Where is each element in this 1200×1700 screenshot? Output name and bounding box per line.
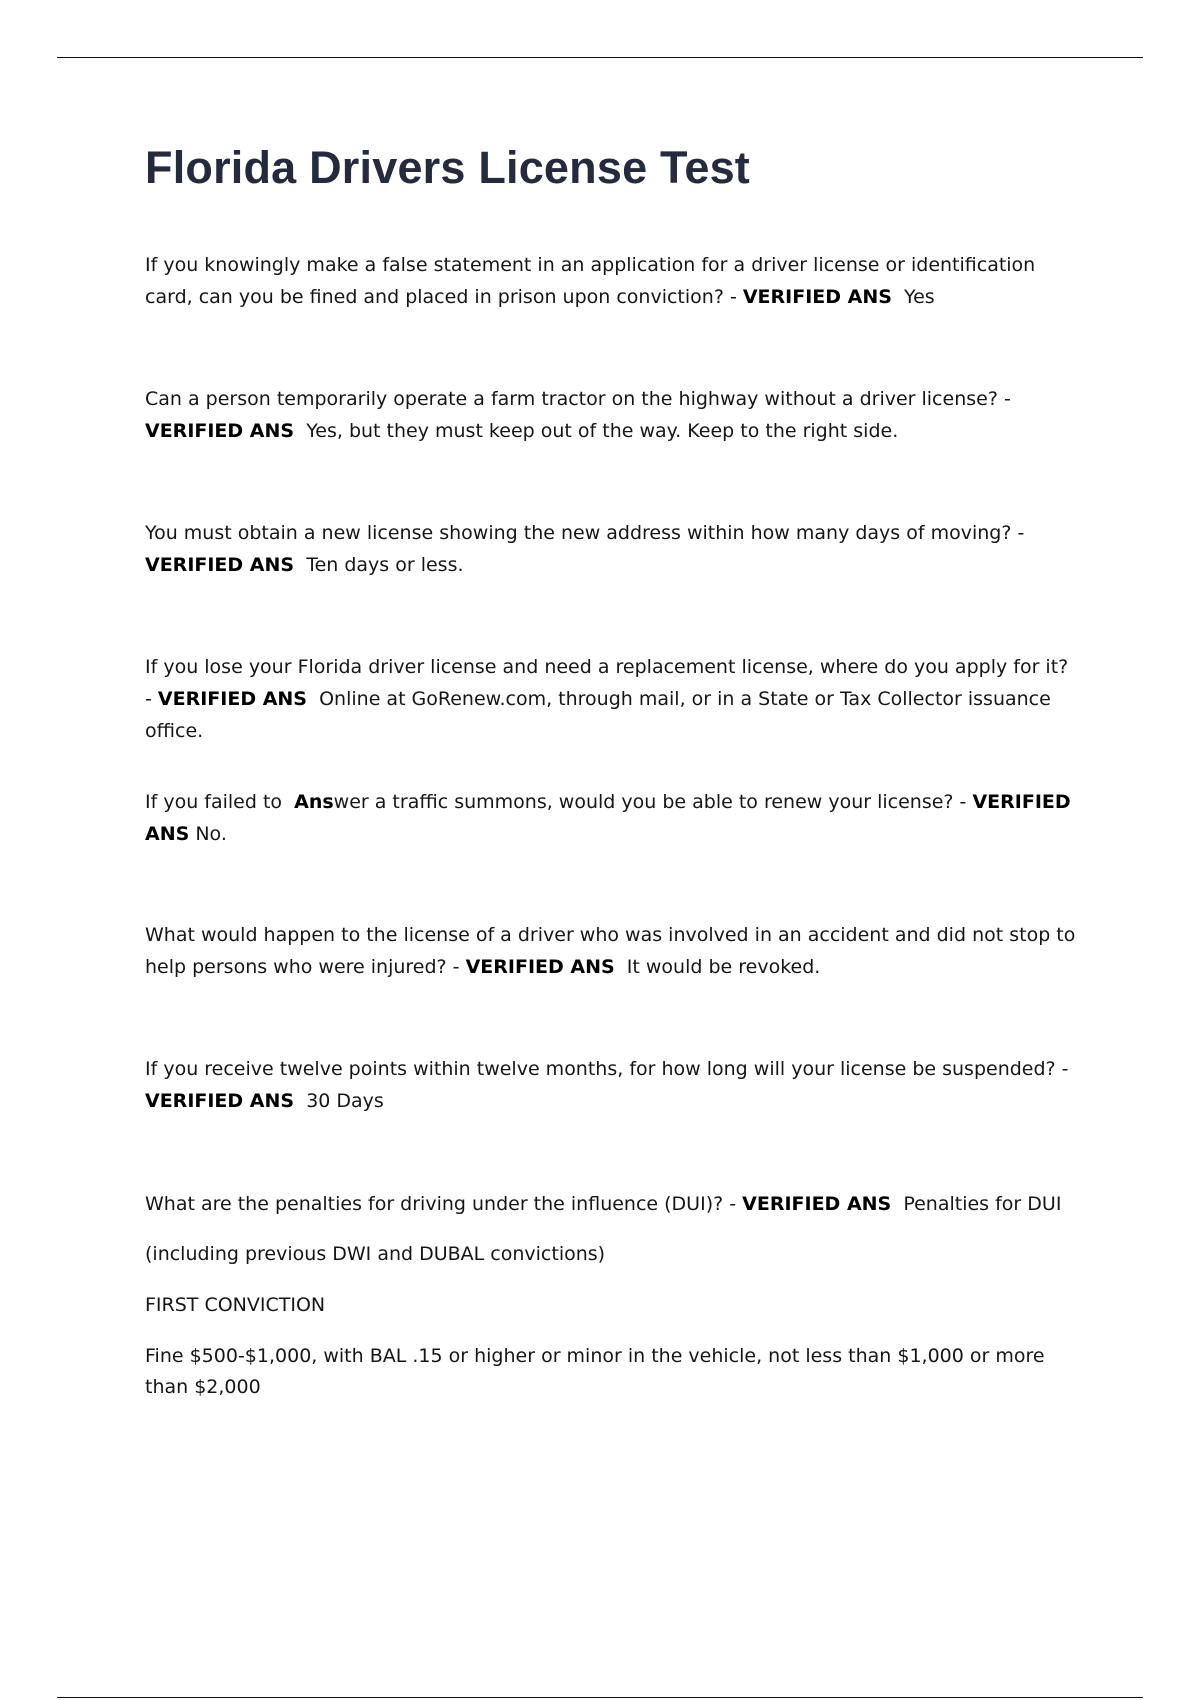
dui-fine-text: Fine $500-$1,000, with BAL .15 or higher or minor in the vehicle, not less than $1,000 or more than $2,000 — [145, 1345, 1045, 1398]
answer-tag: VERIFIED ANS — [742, 286, 892, 308]
answer-text: Yes — [904, 286, 935, 308]
answer-text: Online at GoRenew.com, through mail, or in a State or Tax Collector issuance office. — [145, 688, 1051, 742]
question-text: wer a traffic summons, would you be able to renew your license? - — [333, 791, 973, 813]
dui-note: (including previous DWI and DUBAL convictions) — [145, 1243, 606, 1265]
qa-item-1 — [145, 249, 1080, 313]
answer-text: Yes, but they must keep out of the way. Keep to the right side. — [306, 420, 899, 442]
answer-tag: VERIFIED ANS — [145, 420, 295, 442]
answer-text: No. — [195, 823, 227, 845]
answer-text: Ten days or less. — [306, 554, 464, 576]
qa-item-6 — [145, 919, 1080, 983]
qa-item-3 — [145, 517, 1080, 581]
answer-tag: VERIFIED ANS — [742, 1193, 892, 1215]
question-text: If you knowingly make a false statement in an application for a driver license or identification card, can you be fined and placed in prison upon conviction? - — [145, 254, 1036, 308]
dui-subheading: FIRST CONVICTION — [145, 1294, 326, 1316]
question-text: Can a person temporarily operate a farm tractor on the highway without a driver license? - — [145, 388, 1011, 410]
answer-tag: VERIFIED ANS — [157, 688, 307, 710]
qa-item-8 — [145, 1188, 1080, 1220]
question-text: What would happen to the license of a driver who was involved in an accident and did not stop to help persons who were injured? - — [145, 924, 1076, 978]
question-text: What are the penalties for driving under the influence (DUI)? - — [145, 1193, 743, 1215]
answer-text: It would be revoked. — [626, 956, 821, 978]
qa-item-2 — [145, 383, 1080, 447]
question-text: If you lose your Florida driver license and need a replacement license, where do you apply for it? - — [145, 656, 1069, 710]
top-rule — [57, 57, 1143, 58]
question-text: You must obtain a new license showing the new address within how many days of moving? - — [145, 522, 1025, 544]
qa-item-7 — [145, 1053, 1080, 1117]
qa-item-4 — [145, 651, 1080, 747]
answer-tag: VERIFIED ANS — [145, 1090, 295, 1112]
qa-item-5 — [145, 786, 1080, 850]
question-text: If you receive twelve points within twelve months, for how long will your license be suspended? - — [145, 1058, 1069, 1080]
answer-tag: VERIFIED ANS — [145, 554, 295, 576]
question-text: If you failed to — [145, 791, 289, 813]
answer-tag: VERIFIED ANS — [465, 956, 615, 978]
document-title: Florida Drivers License Test — [145, 142, 750, 193]
answer-tag: VERIFIED ANS — [145, 791, 1071, 845]
bottom-rule — [57, 1697, 1143, 1698]
answer-text: 30 Days — [306, 1090, 384, 1112]
answer-text: Penalties for DUI — [903, 1193, 1062, 1215]
question-bold-fragment: Ans — [294, 791, 334, 813]
